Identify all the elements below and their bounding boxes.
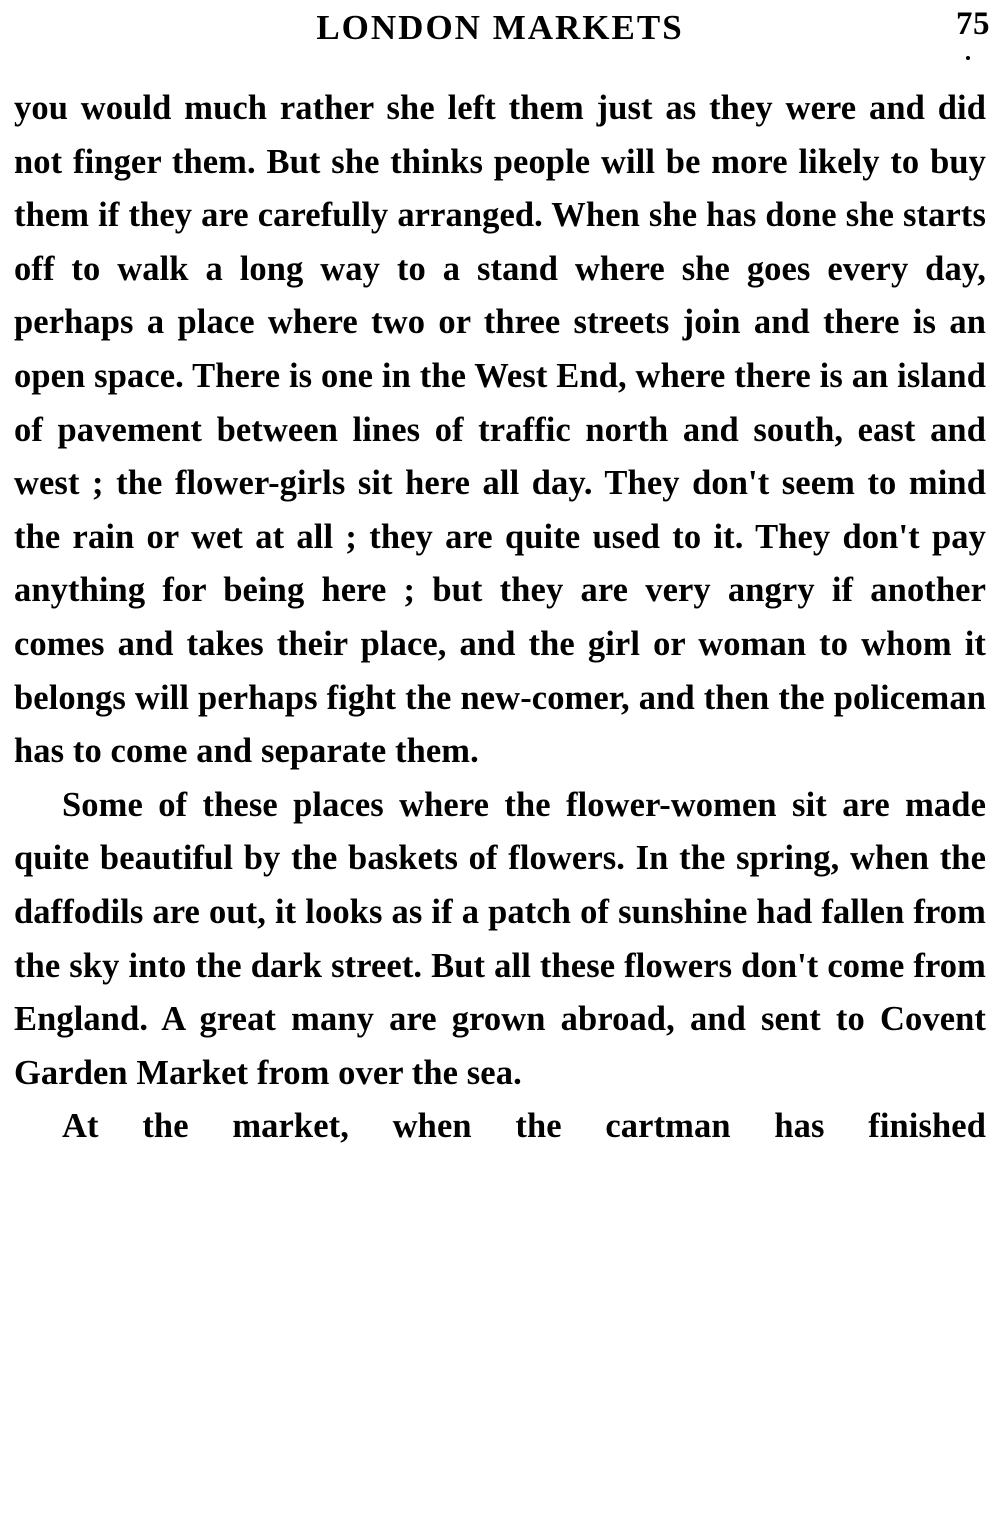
body-text-column xyxy=(14,82,986,1207)
paragraph-continued: you would much rather she left them just as they were and did not finger them. But she thinks people will be more likely to buy them if they are carefully arranged. When she has done she starts off to walk a long way to a stand where she goes every day, perhaps a place where two or three streets join and there is an open space. There is one in the West End, where there is an island of pavement between lines of traffic north and south, east and west ; the flower-girls sit here all day. They don't seem to mind the rain or wet at all ; they are quite used to it. They don't pay anything for being here ; but they are very angry if another comes and takes their place, and the girl or woman to whom it belongs will perhaps fight the new-comer, and then the policeman has to come and separate them. xyxy=(14,89,986,771)
running-head: LONDON MARKETS xyxy=(316,8,684,47)
page-number: 75 xyxy=(956,6,990,42)
paragraph-flower-women: Some of these places where the flower-women sit are made quite beautiful by the baskets of flowers. In the spring, when the daffodils are out, it looks as if a patch of sunshine had fallen from the sky into the dark street. But all these flowers don't come from England. A great many are grown abroad, and sent to Covent Garden Market from over the sea. xyxy=(14,785,986,1092)
page-header xyxy=(14,8,986,54)
ink-speck-mark xyxy=(966,56,970,60)
paragraph-cartman: At the market, when the cartman has finished xyxy=(62,1107,986,1146)
